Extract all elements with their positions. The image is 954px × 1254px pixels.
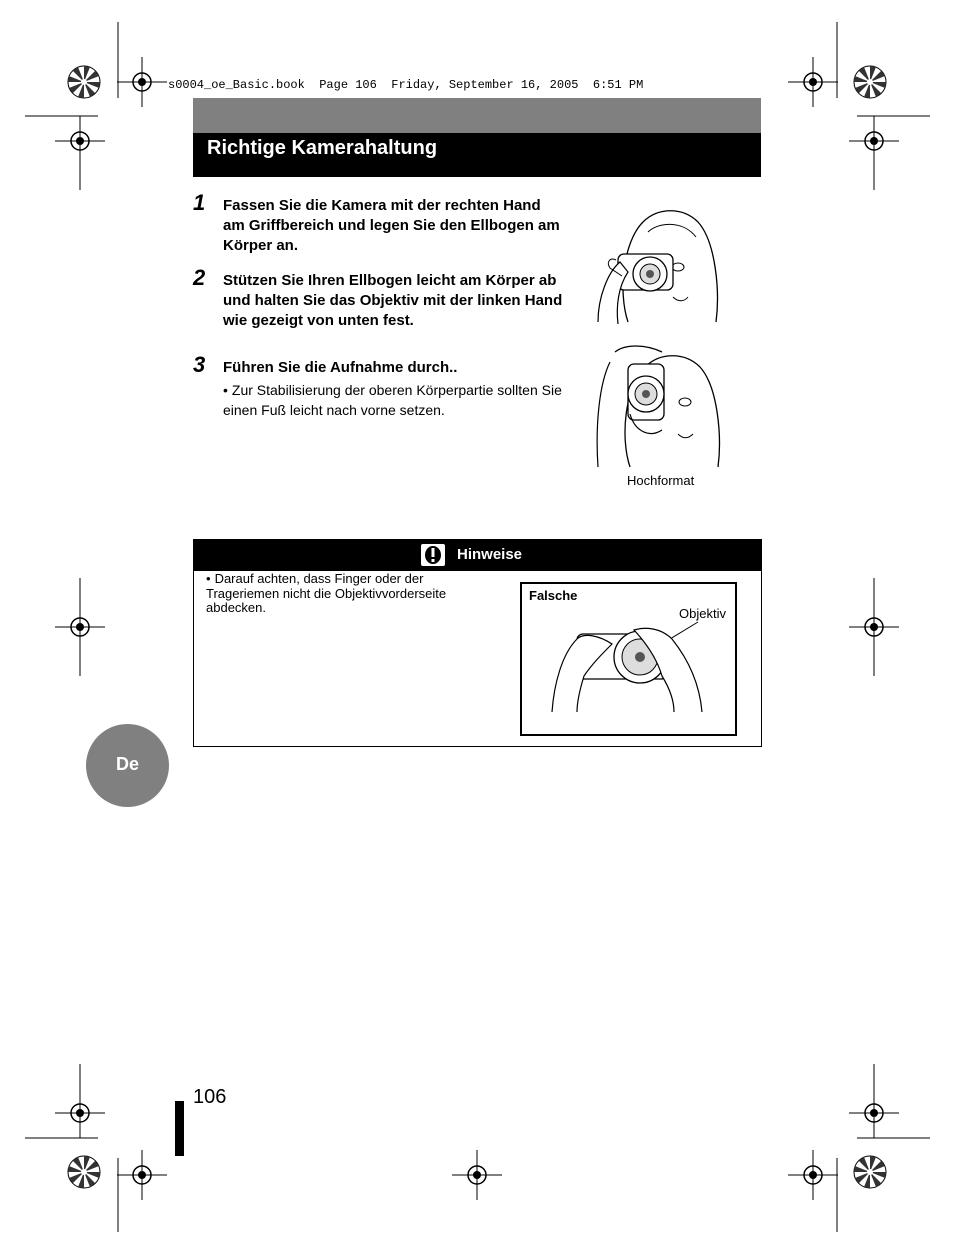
step-number-2: 2 bbox=[193, 265, 206, 290]
section-title: Richtige Kamerahaltung bbox=[207, 137, 438, 159]
lens-label: Objektiv bbox=[679, 606, 726, 621]
page-bar bbox=[175, 1101, 184, 1156]
step-3-bullet: • Zur Stabilisierung der oberen Körperpartie sollten Sie einen Fuß leicht nach vorne setzen. bbox=[223, 382, 562, 418]
section-header bbox=[193, 133, 761, 177]
step-number-3: 3 bbox=[193, 352, 206, 377]
wrong-example-box bbox=[520, 582, 737, 736]
illustration-caption: Hochformat bbox=[627, 473, 695, 488]
step-text-1: Fassen Sie die Kamera mit der rechten Hand am Griffbereich und legen Sie den Ellbogen am Körper an. bbox=[223, 197, 560, 254]
camera-hold-horizontal-illustration bbox=[588, 202, 728, 327]
notes-bullet: • Darauf achten, dass Finger oder der Trageriemen nicht die Objektivvorderseite abdecken. bbox=[206, 571, 447, 615]
step-text-3: Führen Sie die Aufnahme durch.. bbox=[223, 359, 458, 376]
step-text-2: Stützen Sie Ihren Ellbogen leicht am Körper ab und halten Sie das Objektiv mit der linken Hand wie gezeigt von unten fest. bbox=[223, 272, 563, 329]
exclamation-icon bbox=[421, 544, 445, 566]
camera-hold-vertical-illustration bbox=[590, 342, 730, 474]
wrong-label: Falsche bbox=[529, 588, 578, 603]
language-tab: De bbox=[86, 724, 169, 807]
notes-header bbox=[194, 540, 761, 571]
notes-box bbox=[193, 539, 762, 747]
print-slug: s0004_oe_Basic.book Page 106 Friday, September 16, 2005 6:51 PM bbox=[168, 78, 644, 92]
notes-title: Hinweise bbox=[457, 546, 523, 563]
wrong-hold-illustration bbox=[522, 584, 735, 734]
page-number: 106 bbox=[193, 1086, 227, 1108]
step-number-1: 1 bbox=[193, 190, 206, 215]
header-band bbox=[193, 98, 761, 133]
